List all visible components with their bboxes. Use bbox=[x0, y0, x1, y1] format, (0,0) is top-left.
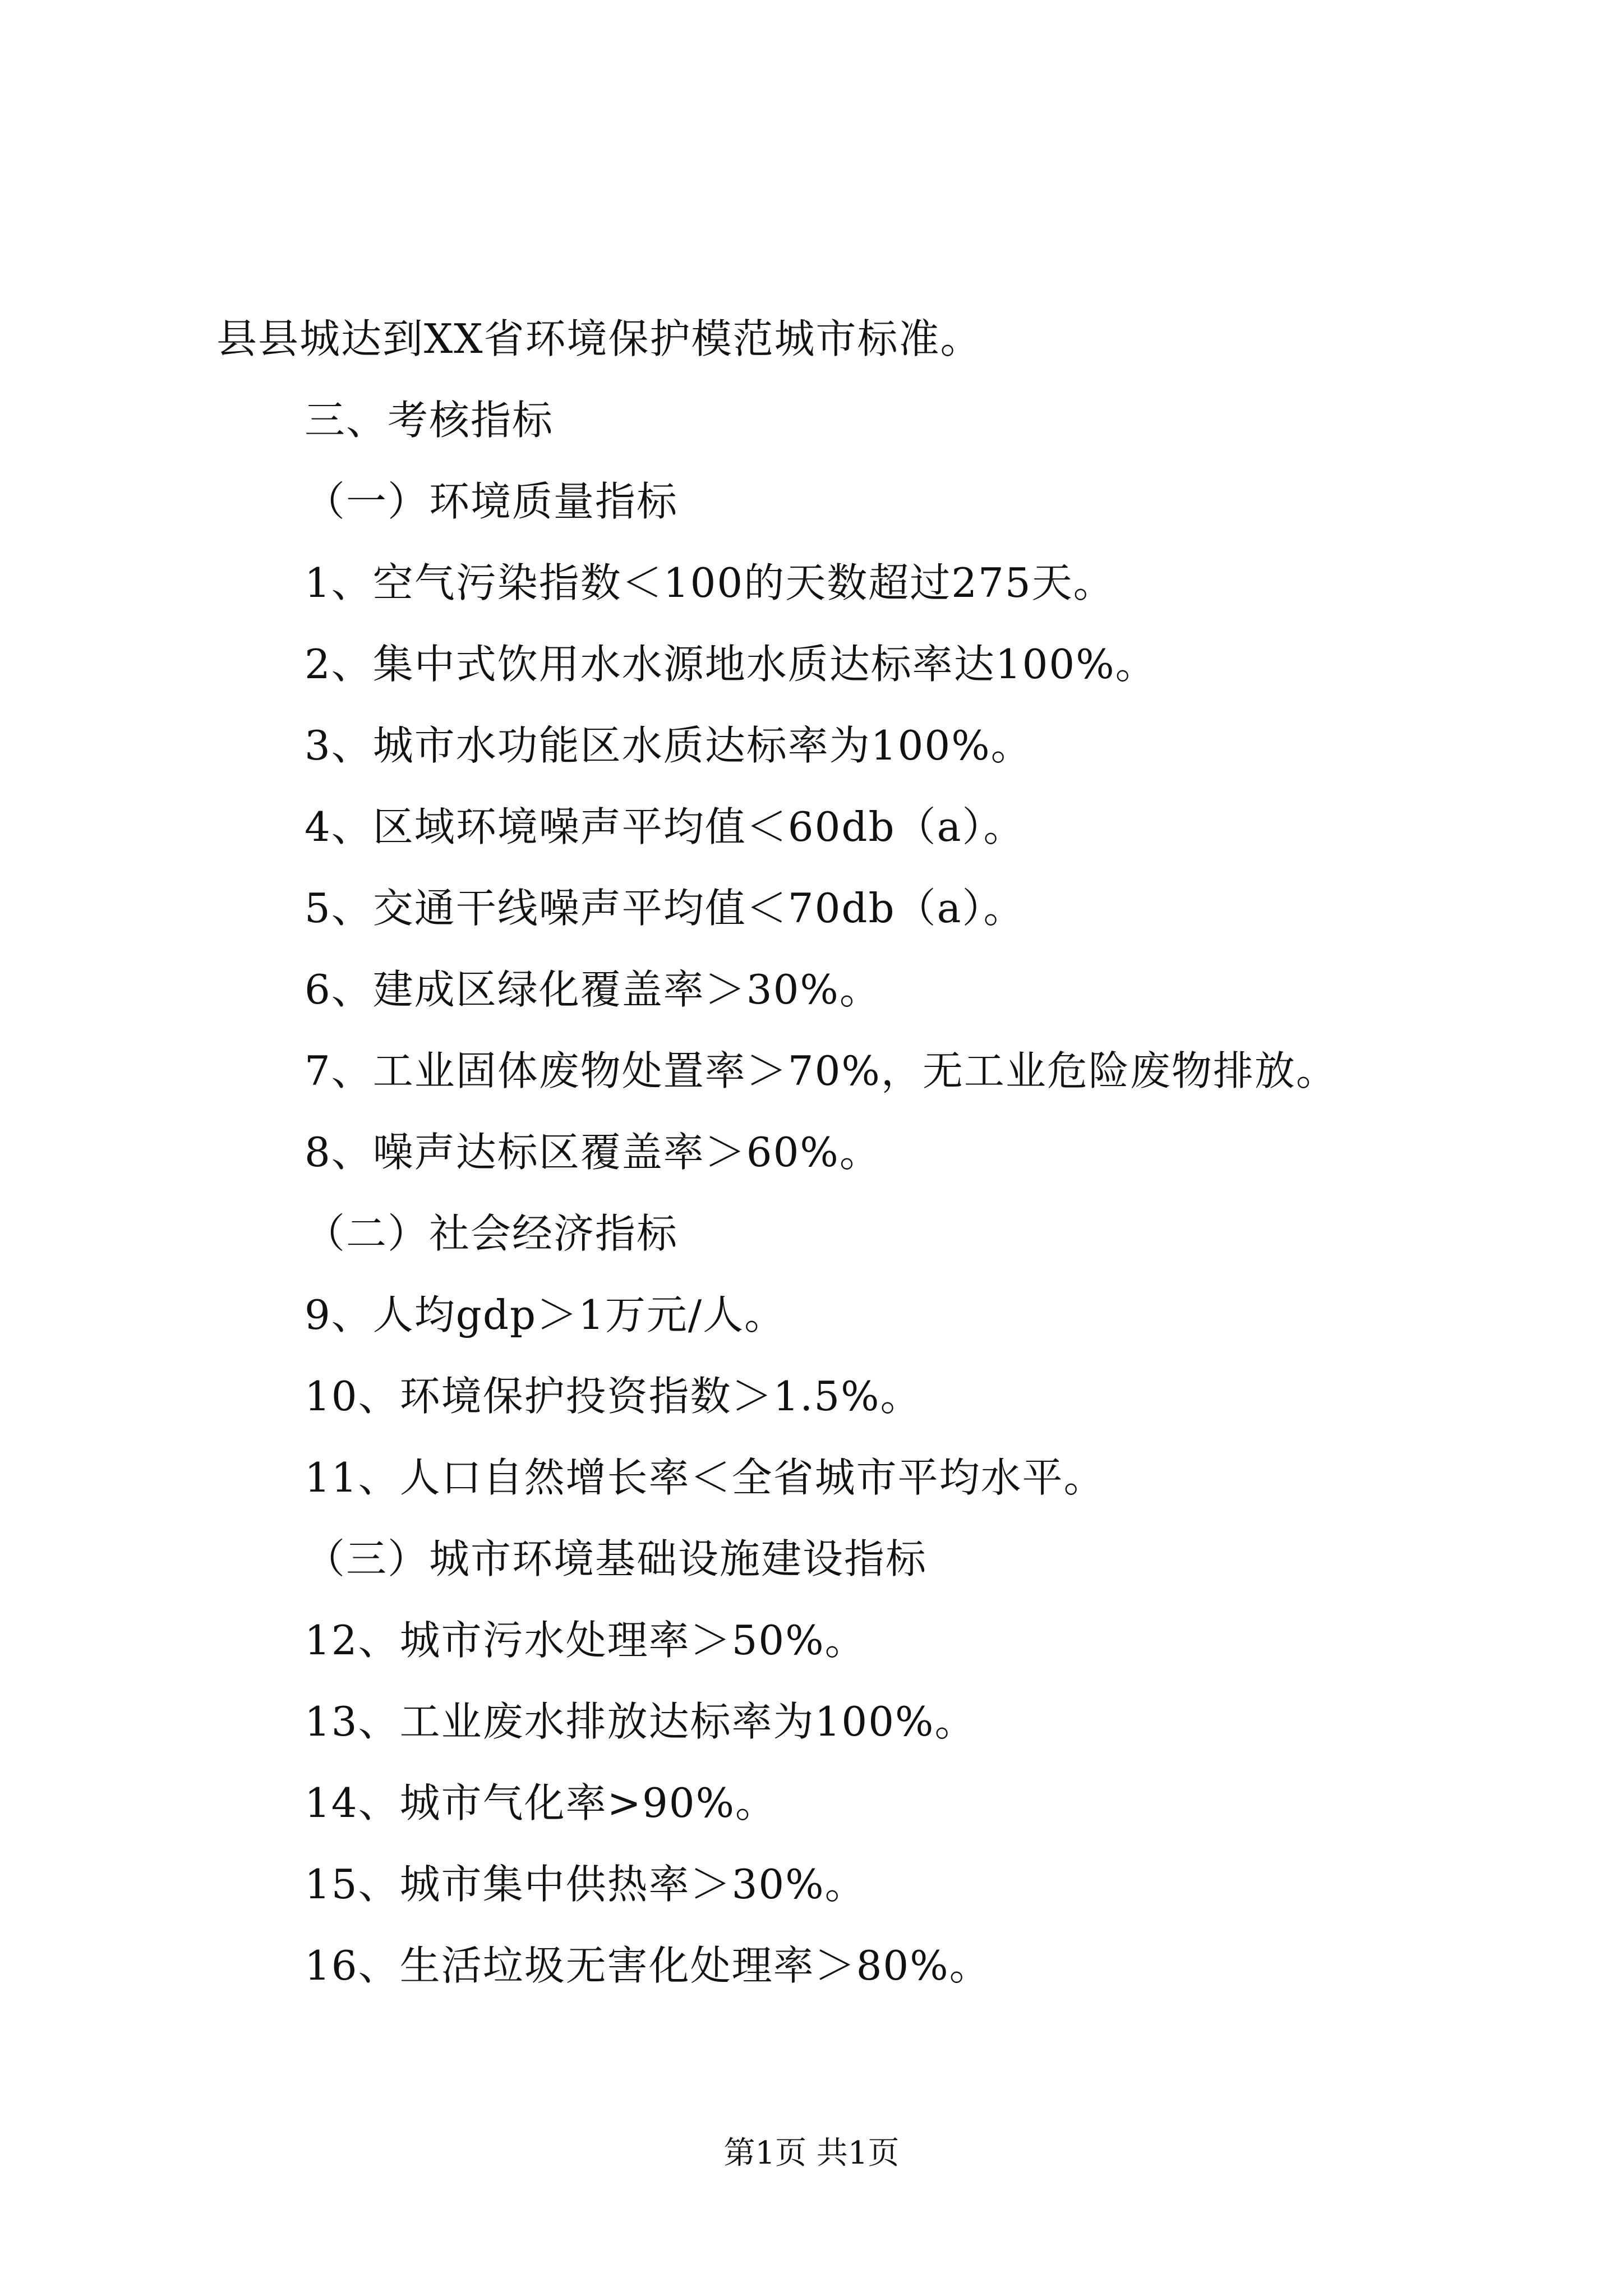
list-item: 11、人口自然增长率＜全省城市平均水平。 bbox=[305, 1454, 1105, 1501]
list-item: 8、噪声达标区覆盖率＞60%。 bbox=[305, 1129, 881, 1176]
page-footer: 第1页 共1页 bbox=[723, 2135, 900, 2171]
list-item: 2、集中式饮用水水源地水质达标率达100%。 bbox=[305, 641, 1157, 688]
list-item: 13、工业废水排放达标率为100%。 bbox=[305, 1698, 976, 1745]
list-item: 7、工业固体废物处置率＞70%，无工业危险废物排放。 bbox=[305, 1047, 1338, 1094]
subsection-heading: （三）城市环境基础设施建设指标 bbox=[305, 1535, 928, 1582]
subsection-heading: （二）社会经济指标 bbox=[305, 1210, 679, 1257]
subsection-heading: （一）环境质量指标 bbox=[305, 478, 679, 525]
list-item: 9、人均gdp＞1万元/人。 bbox=[305, 1291, 786, 1338]
list-item: 14、城市气化率>90%。 bbox=[305, 1779, 777, 1826]
list-item: 1、空气污染指数＜100的天数超过275天。 bbox=[305, 559, 1115, 606]
list-item: 15、城市集中供热率＞30%。 bbox=[305, 1861, 866, 1908]
list-item: 4、区域环境噪声平均值＜60db（a）。 bbox=[305, 803, 1025, 850]
list-item: 10、环境保护投资指数＞1.5%。 bbox=[305, 1373, 922, 1420]
list-item: 3、城市水功能区水质达标率为100%。 bbox=[305, 722, 1032, 769]
list-item: 6、建成区绿化覆盖率＞30%。 bbox=[305, 966, 881, 1013]
list-item: 16、生活垃圾无害化处理率＞80%。 bbox=[305, 1942, 991, 1989]
section-heading: 三、考核指标 bbox=[305, 397, 554, 444]
list-item: 12、城市污水处理率＞50%。 bbox=[305, 1617, 866, 1664]
list-item: 5、交通干线噪声平均值＜70db（a）。 bbox=[305, 885, 1025, 932]
paragraph-continuation: 县县城达到XX省环境保护模范城市标准。 bbox=[216, 315, 982, 362]
